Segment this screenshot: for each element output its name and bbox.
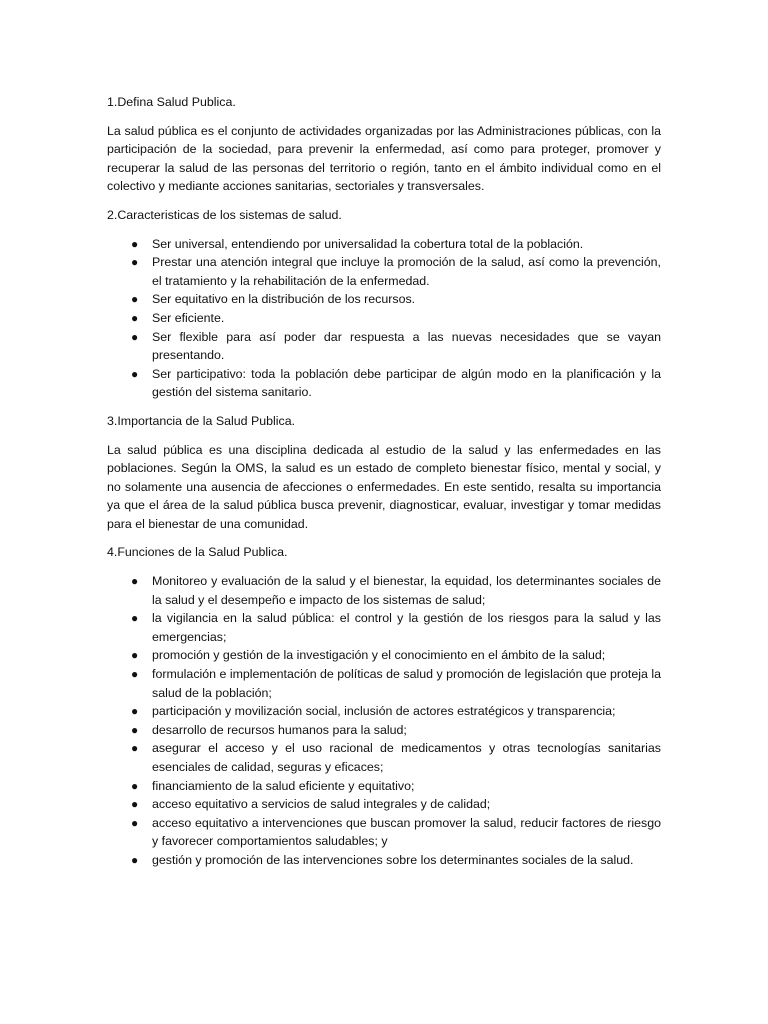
bullet-icon: ● — [131, 292, 139, 307]
list-item-text: promoción y gestión de la investigación y el conocimiento en el ámbito de la salud; — [152, 648, 606, 663]
bullet-icon: ● — [131, 852, 139, 867]
list-item — [107, 646, 661, 665]
bullet-icon: ● — [131, 255, 139, 270]
list-item-text: asegurar el acceso y el uso racional de medicamentos y otras tecnologías sanitarias esenciales de calidad, seguras y eficaces; — [152, 741, 661, 774]
list-item-text: acceso equitativo a intervenciones que buscan promover la salud, reducir factores de riesgo y favorecer comportamientos saludables; y — [152, 815, 661, 849]
list-item-text: financiamiento de la salud eficiente y equitativo; — [152, 778, 415, 793]
list-item — [107, 253, 661, 290]
list-item — [107, 721, 661, 740]
bullet-icon: ● — [131, 778, 139, 793]
document-page — [107, 93, 661, 880]
bullet-icon: ● — [131, 310, 139, 325]
bullet-icon: ● — [131, 648, 139, 663]
list-item — [107, 309, 661, 328]
list-item — [107, 814, 661, 851]
bullet-icon: ● — [131, 329, 139, 344]
bullet-icon: ● — [131, 741, 139, 756]
list-item — [107, 328, 661, 365]
list-item — [107, 235, 661, 254]
list-item-text: Ser universal, entendiendo por universalidad la cobertura total de la población. — [152, 236, 584, 251]
list-item — [107, 290, 661, 309]
bullet-icon: ● — [131, 236, 139, 251]
bullet-icon: ● — [131, 366, 139, 381]
list-item-text: formulación e implementación de políticas de salud y promoción de legislación que proteja la salud de la población; — [152, 667, 661, 700]
bullet-icon: ● — [131, 704, 139, 719]
section-heading-1: 1.Defina Salud Publica. — [107, 95, 236, 109]
section-paragraph-1: La salud pública es el conjunto de actividades organizadas por las Administraciones públicas, con la participación de la sociedad, para prevenir la enfermedad, así como para proteger, promover y recuperar la salud de las personas del territorio o región, tanto en el ámbito individual como en el colectivo y mediante acciones sanitarias, sectoriales y transversales. — [107, 123, 661, 194]
list-item-text: Ser equitativo en la distribución de los recursos. — [152, 292, 416, 307]
list-item-text: Ser participativo: toda la población debe participar de algún modo en la planificación y la gestión del sistema sanitario. — [152, 366, 661, 400]
functions-list — [107, 572, 661, 870]
bullet-icon: ● — [131, 815, 139, 830]
section-heading-4: 4.Funciones de la Salud Publica. — [107, 545, 288, 560]
list-item-text: participación y movilización social, inclusión de actores estratégicos y transparencia; — [152, 704, 616, 719]
list-item-text: desarrollo de recursos humanos para la salud; — [152, 722, 407, 737]
list-item — [107, 665, 661, 702]
list-item — [107, 365, 661, 402]
list-item — [107, 739, 661, 776]
section-heading-2: 2.Caracteristicas de los sistemas de salud. — [107, 207, 342, 222]
list-item-text: Monitoreo y evaluación de la salud y el bienestar, la equidad, los determinantes sociales de la salud y el desempeño e impacto de los sistemas de salud; — [152, 574, 661, 607]
section-heading-3: 3.Importancia de la Salud Publica. — [107, 413, 296, 428]
bullet-icon: ● — [131, 667, 139, 682]
characteristics-list — [107, 235, 661, 402]
list-item-text: la vigilancia en la salud pública: el control y la gestión de los riesgos para la salud y las emergencias; — [152, 611, 661, 644]
list-item-text: Prestar una atención integral que incluye la promoción de la salud, así como la prevención, el tratamiento y la rehabilitación de la enfermedad. — [152, 255, 661, 288]
section-paragraph-3: La salud pública es una disciplina dedicada al estudio de la salud y las enfermedades en las poblaciones. Según la OMS, la salud es un estado de completo bienestar físico, mental y social, y no solamente una ausencia de afecciones o enfermedades. En este sentido, resalta su importancia ya que el área de la salud pública busca prevenir, diagnosticar, evaluar, investigar y tomar medidas para el bienestar de una comunidad. — [107, 442, 661, 531]
list-item-text: acceso equitativo a servicios de salud integrales y de calidad; — [152, 797, 491, 812]
bullet-icon: ● — [131, 722, 139, 737]
list-item — [107, 702, 661, 721]
bullet-icon: ● — [131, 574, 139, 589]
bullet-icon: ● — [131, 797, 139, 812]
list-item-text: Ser eficiente. — [152, 310, 225, 325]
list-item — [107, 851, 661, 870]
list-item — [107, 609, 661, 646]
bullet-icon: ● — [131, 611, 139, 626]
list-item — [107, 777, 661, 796]
list-item-text: Ser flexible para así poder dar respuesta a las nuevas necesidades que se vayan presentando. — [152, 329, 661, 363]
list-item-text: gestión y promoción de las intervenciones sobre los determinantes sociales de la salud. — [152, 852, 634, 867]
list-item — [107, 572, 661, 609]
list-item — [107, 795, 661, 814]
